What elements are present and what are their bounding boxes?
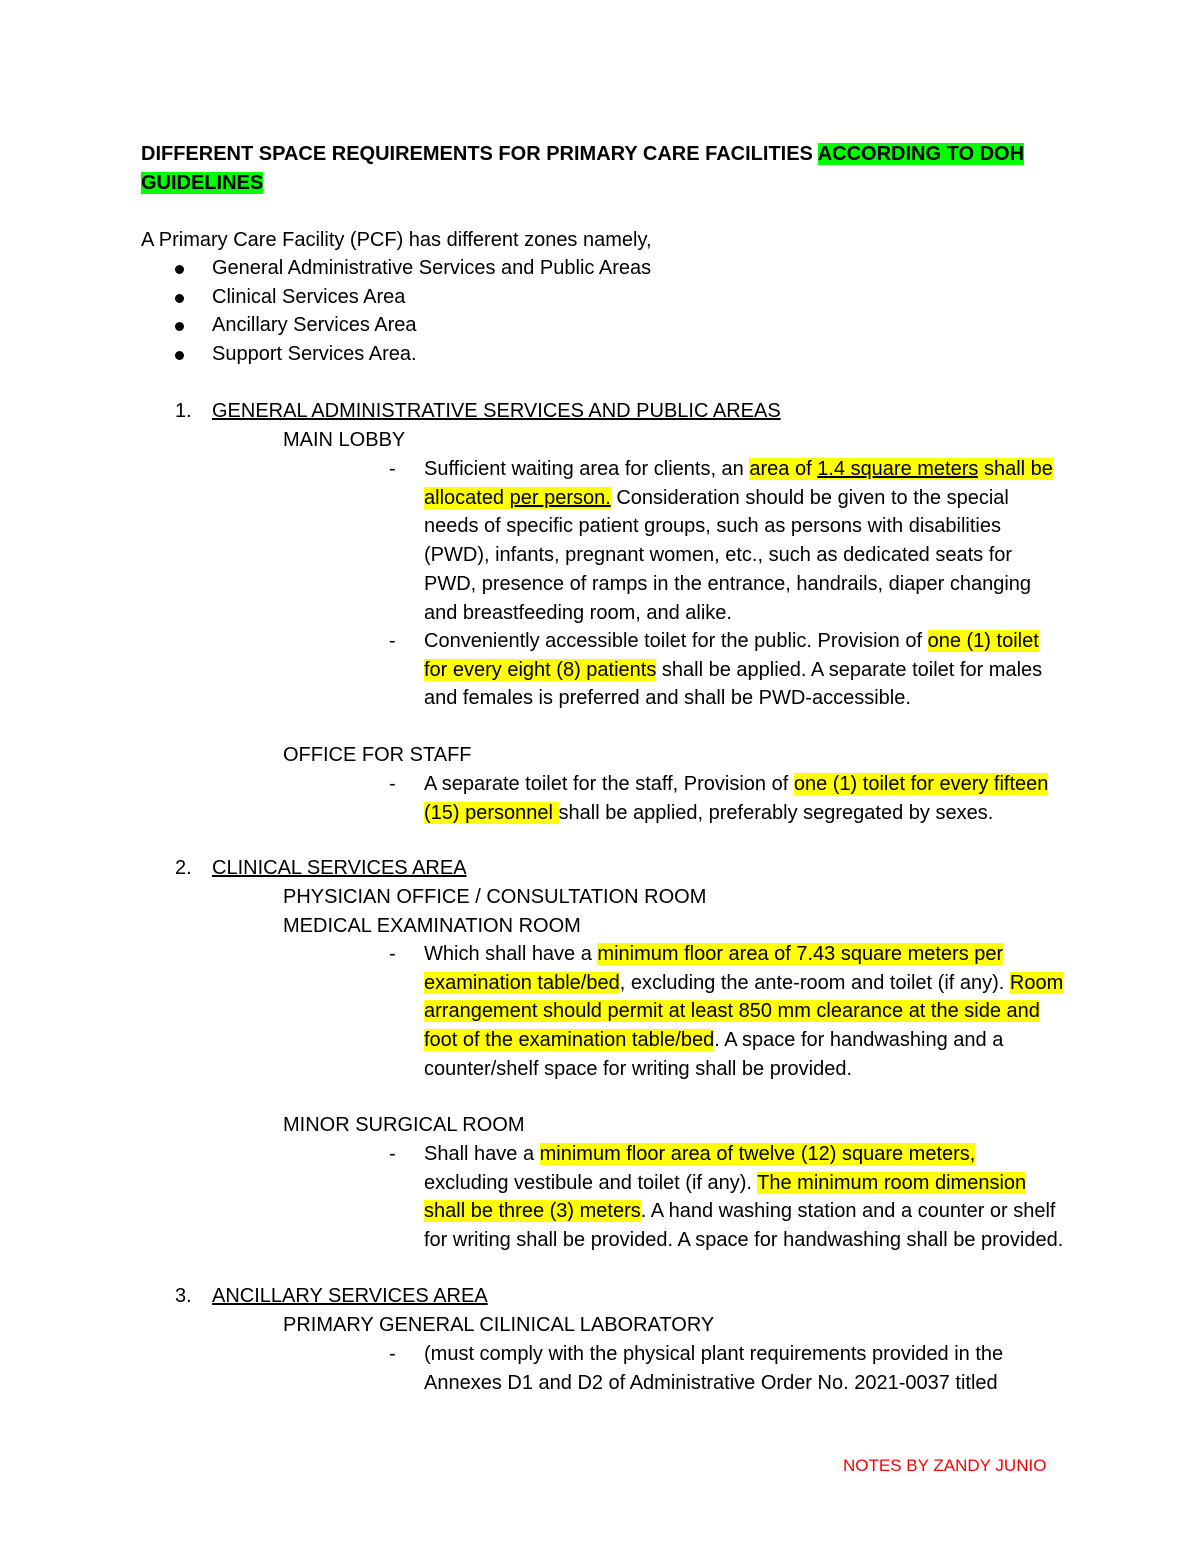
- highlight-run: minimum floor area of twelve (12) square meters,: [539, 1143, 976, 1165]
- dash-marker: -: [389, 943, 396, 965]
- dash-marker: -: [389, 1343, 396, 1365]
- subsection-minor-surgical: MINOR SURGICAL ROOM: [283, 1114, 525, 1136]
- highlight-run: 1.4 square meters: [817, 458, 979, 480]
- medical-exam-paragraph: [424, 940, 1064, 1084]
- subsection-office-staff: OFFICE FOR STAFF: [283, 744, 472, 766]
- dash-marker: -: [389, 1143, 396, 1165]
- zone-item: Clinical Services Area: [172, 283, 651, 312]
- subsection-laboratory: PRIMARY GENERAL CILINICAL LABORATORY: [283, 1314, 715, 1336]
- office-staff-paragraph: [424, 770, 1064, 827]
- subsection-main-lobby: MAIN LOBBY: [283, 429, 406, 451]
- highlight-run: shall be allocated: [424, 458, 1053, 509]
- text-run: excluding vestibule and toilet (if any).: [424, 1171, 758, 1194]
- footer-note: NOTES BY ZANDY JUNIO: [843, 1456, 1047, 1475]
- zone-list: [172, 254, 651, 369]
- text-run: . A space for handwashing and a counter/shelf space for writing shall be provided.: [424, 1029, 1004, 1080]
- text-run: shall be applied. A separate toilet for males and females is preferred and shall be PWD-accessible.: [424, 658, 1043, 710]
- text-run: Conveniently accessible toilet for the public. Provision of: [424, 630, 928, 652]
- dash-marker: -: [389, 773, 396, 795]
- text-run: Which shall have a: [424, 943, 598, 965]
- section-number: 3.: [175, 1285, 192, 1307]
- title-highlight: ACCORDING TO DOH GUIDELINES: [141, 143, 1025, 194]
- laboratory-paragraph: (must comply with the physical plant requirements provided in the Annexes D1 and D2 of Administrative Order No. 2021-0037 titled: [424, 1343, 1004, 1394]
- highlight-run: The minimum room dimension shall be three (3) meters: [424, 1171, 1027, 1223]
- text-run: A separate toilet for the staff, Provision of: [424, 773, 794, 795]
- text-run: shall be applied, preferably segregated by sexes.: [558, 801, 994, 824]
- section-number: 2.: [175, 857, 192, 879]
- dash-marker: -: [389, 458, 396, 480]
- highlight-run: area of: [749, 458, 818, 480]
- highlight-run: minimum floor area of 7.43 square meters per examination table/bed: [424, 943, 1004, 994]
- text-run: Shall have a: [424, 1143, 540, 1165]
- main-lobby-paragraph-2: [424, 627, 1064, 713]
- zone-item: Support Services Area.: [172, 340, 651, 369]
- subsection-medical-exam: MEDICAL EXAMINATION ROOM: [283, 915, 581, 937]
- highlight-run: one (1) toilet for every eight (8) patients: [424, 630, 1039, 681]
- main-lobby-paragraph-1: [424, 455, 1064, 627]
- section-title-ancillary: ANCILLARY SERVICES AREA: [212, 1285, 488, 1307]
- subsection-physician-office: PHYSICIAN OFFICE / CONSULTATION ROOM: [283, 886, 707, 908]
- minor-surgical-paragraph: [424, 1140, 1064, 1255]
- text-run: , excluding the ante-room and toilet (if any).: [619, 971, 1010, 994]
- zone-item: Ancillary Services Area: [172, 311, 651, 340]
- highlight-run: Room arrangement should permit at least 850 mm clearance at the side and foot of the examination table/bed: [424, 971, 1064, 1052]
- dash-marker: -: [389, 630, 396, 652]
- text-run: . A hand washing station and a counter or shelf for writing shall be provided. A space for handwashing shall be provided.: [424, 1200, 1064, 1252]
- text-run: Sufficient waiting area for clients, an: [424, 458, 750, 480]
- section-title-general-admin: GENERAL ADMINISTRATIVE SERVICES AND PUBLIC AREAS: [212, 400, 781, 422]
- document-title: [141, 140, 1061, 198]
- intro-text: A Primary Care Facility (PCF) has different zones namely,: [141, 229, 652, 251]
- zone-item: General Administrative Services and Public Areas: [172, 254, 651, 283]
- section-title-clinical: CLINICAL SERVICES AREA: [212, 857, 467, 879]
- section-number: 1.: [175, 400, 192, 422]
- title-part1: DIFFERENT SPACE REQUIREMENTS FOR PRIMARY CARE FACILITIES: [141, 143, 818, 165]
- highlight-run: per person.: [509, 486, 611, 509]
- text-run: Consideration should be given to the special needs of specific patient groups, such as persons with disabilities (PWD), infants, pregnant women, etc., such as dedicated seats for PWD, presence of ramps in the entrance, handrails, diaper changing and breastfeeding room, and alike.: [424, 486, 1032, 624]
- highlight-run: one (1) toilet for every fifteen (15) personnel: [424, 773, 1049, 824]
